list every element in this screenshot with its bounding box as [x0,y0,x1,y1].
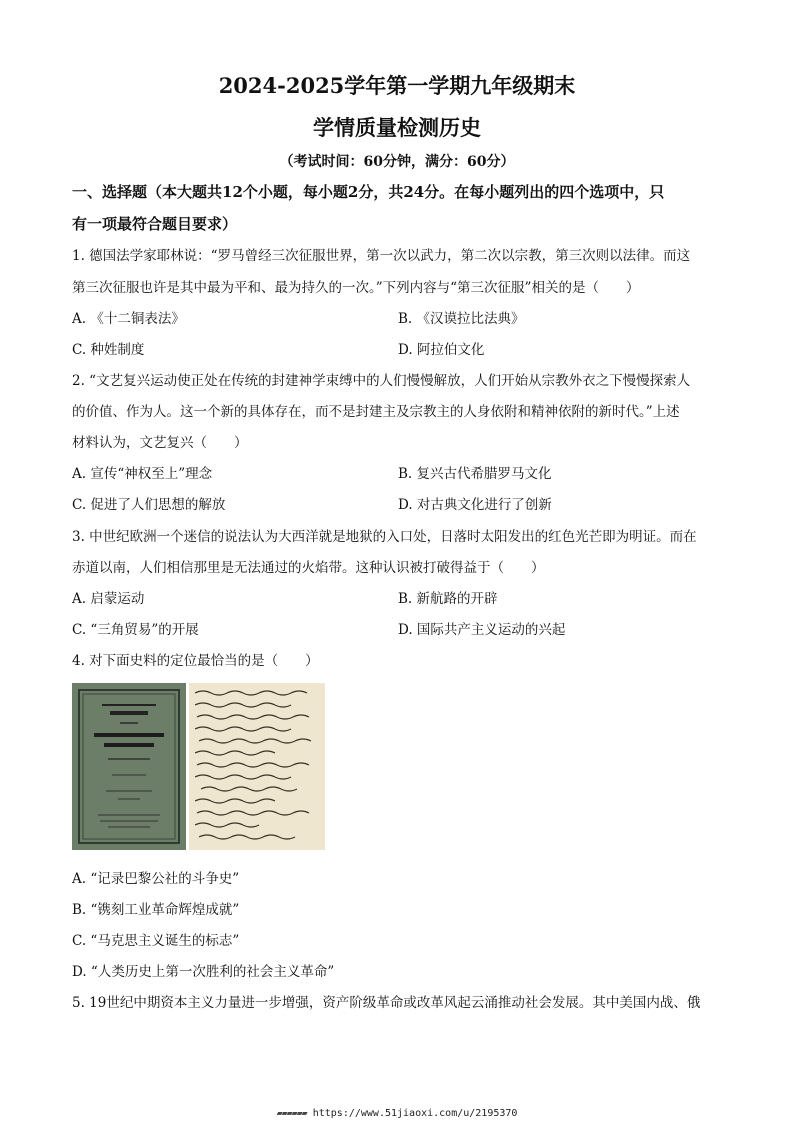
q2-option-d: D. 对古典文化进行了创新 [398,497,552,513]
exam-title-line2: 学情质量检测历史 [313,115,481,140]
q1-text-line2: 第三次征服也许是其中最为平和、最为持久的一次。”下列内容与“第三次征服”相关的是（ ） [72,280,640,296]
q1-option-b: B. 《汉谟拉比法典》 [398,311,525,327]
manifesto-cover-image [72,683,186,850]
q2-option-a: A. 宣传“神权至上”理念 [72,466,213,482]
section-heading-line1: 一、选择题（本大题共12个小题，每小题2分，共24分。在每小题列出的四个选项中，只 [72,183,665,201]
q2-text-line1: 2. “文艺复兴运动使正处在传统的封建神学束缚中的人们慢慢解放，人们开始从宗教外衣之下慢慢探索人 [72,373,691,389]
q1-option-d: D. 阿拉伯文化 [398,342,485,358]
q4-option-c: C. “马克思主义诞生的标志” [72,933,240,949]
q1-option-a: A. 《十二铜表法》 [72,311,185,327]
q2-option-b: B. 复兴古代希腊罗马文化 [398,466,552,482]
q3-option-a: A. 启蒙运动 [72,591,145,607]
q4-option-b: B. “镌刻工业革命辉煌成就” [72,902,240,918]
q3-text-line1: 3. 中世纪欧洲一个迷信的说法认为大西洋就是地狱的入口处，日落时太阳发出的红色光芒即为明证。而在 [72,529,697,545]
q3-option-d: D. 国际共产主义运动的兴起 [398,622,566,638]
handwritten-manuscript-image [189,683,325,850]
q5-text-line1: 5. 19世纪中期资本主义力量进一步增强，资产阶级革命或改革风起云涌推动社会发展。其中美国内战、俄 [72,995,701,1011]
q3-option-b: B. 新航路的开辟 [398,591,498,607]
footer-url-link[interactable]: https://www.51jiaoxi.com/u/2195370 [312,1108,518,1119]
footer [0,1108,794,1119]
q3-text-line2: 赤道以南，人们相信那里是无法通过的火焰带。这种认识被打破得益于（ ） [72,560,545,576]
q4-option-a: A. “记录巴黎公社的斗争史” [72,871,240,887]
section-heading [72,176,722,240]
manuscript-graphic [189,683,325,850]
q4-text-line1: 4. 对下面史料的定位最恰当的是（ ） [72,653,319,669]
q2-text-line2: 的价值、作为人。这一个新的具体存在，而不是封建主及宗教主的人身依附和精神依附的新时代。”上述 [72,404,680,420]
q1-option-c: C. 种姓制度 [72,342,145,358]
manifesto-cover-graphic [72,683,186,850]
exam-title-line1: 2024-2025学年第一学期九年级期末 [218,73,576,98]
footer-watermark-icon: ▰▰▰▰▰▰ [276,1108,307,1119]
q2-option-c: C. 促进了人们思想的解放 [72,497,226,513]
q1-text-line1: 1. 德国法学家耶林说：“罗马曾经三次征服世界，第一次以武力，第二次以宗教，第三次则以法律。而这 [72,248,691,264]
q3-option-c: C. “三角贸易”的开展 [72,622,199,638]
q4-option-d: D. “人类历史上第一次胜利的社会主义革命” [72,964,335,980]
q2-text-line3: 材料认为，文艺复兴（ ） [72,435,248,451]
section-heading-line2: 有一项最符合题目要求） [72,215,238,233]
exam-info: （考试时间：60分钟，满分：60分） [279,154,515,170]
